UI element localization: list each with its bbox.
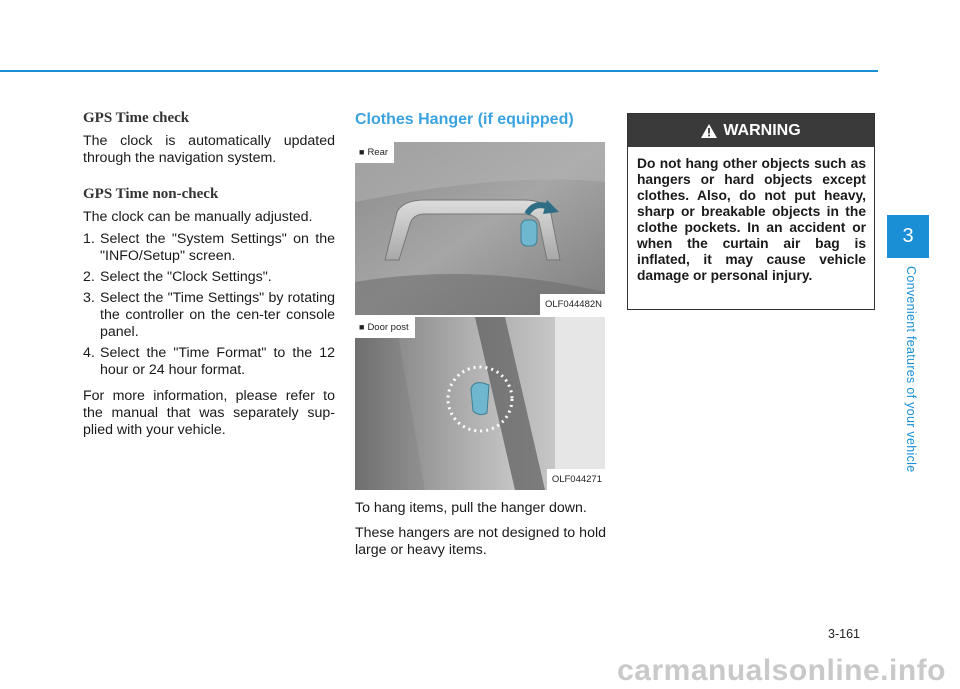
figure-label: ■ Rear [355, 142, 394, 163]
warning-box [627, 113, 875, 310]
top-rule [0, 70, 878, 72]
warning-header [628, 114, 874, 147]
square-bullet-icon: ■ [359, 147, 365, 157]
hanger-instructions [355, 500, 606, 559]
step-number: 1. [83, 231, 95, 247]
step-number: 4. [83, 345, 95, 361]
step-item [83, 345, 335, 379]
instruction-paragraph: These hangers are not designed to hold large or heavy items. [355, 525, 606, 558]
step-item [83, 290, 335, 341]
warning-text: Do not hang other objects such as hangers or hard objects except clothes. Also, do not put heavy, sharp or breakable objects in the clothe pockets. In an accident or when the curtain air bag is inflated, it may cause vehicle damage or personal injury. [637, 156, 866, 283]
page-number: 3-161 [828, 627, 860, 641]
clothes-hanger-heading: Clothes Hanger (if equipped) [355, 111, 574, 128]
step-text: Select the "Time Settings" by rotating the controller on the cen-ter console panel. [100, 290, 335, 340]
gps-time-check-heading: GPS Time check [83, 110, 190, 126]
figure-code: OLF044271 [547, 469, 605, 490]
square-bullet-icon: ■ [359, 322, 365, 332]
middle-column [355, 111, 606, 567]
rear-hanger-illustration [355, 142, 605, 315]
figure-rear [355, 142, 605, 315]
step-text: Select the "Time Format" to the 12 hour or 24 hour format. [100, 345, 335, 378]
warning-title: WARNING [723, 121, 801, 139]
left-column [83, 110, 335, 448]
step-item [83, 269, 335, 286]
figure-label: ■ Door post [355, 317, 415, 338]
watermark: carmanualsonline.info [617, 653, 946, 687]
door-post-hanger-illustration [355, 317, 605, 490]
gps-time-noncheck-intro: The clock can be manually adjusted. [83, 209, 313, 225]
step-number: 3. [83, 290, 95, 306]
clock-steps-list [83, 231, 335, 379]
step-text: Select the "System Settings" on the "INFO/Setup" screen. [100, 231, 335, 264]
chapter-title-vertical: Convenient features of your vehicle [904, 266, 918, 473]
gps-time-check-text: The clock is automatically updated through the navigation system. [83, 133, 335, 166]
more-info-text: For more information, please refer to the manual that was separately sup-plied with your vehicle. [83, 388, 335, 438]
instruction-paragraph: To hang items, pull the hanger down. [355, 500, 587, 516]
figure-code: OLF044482N [540, 294, 605, 315]
warning-triangle-icon [701, 124, 717, 138]
chapter-number-tab: 3 [887, 215, 929, 258]
step-item [83, 231, 335, 265]
figure-door-post [355, 317, 605, 490]
step-number: 2. [83, 269, 95, 285]
step-text: Select the "Clock Settings". [100, 269, 272, 285]
gps-time-noncheck-heading: GPS Time non-check [83, 186, 219, 202]
